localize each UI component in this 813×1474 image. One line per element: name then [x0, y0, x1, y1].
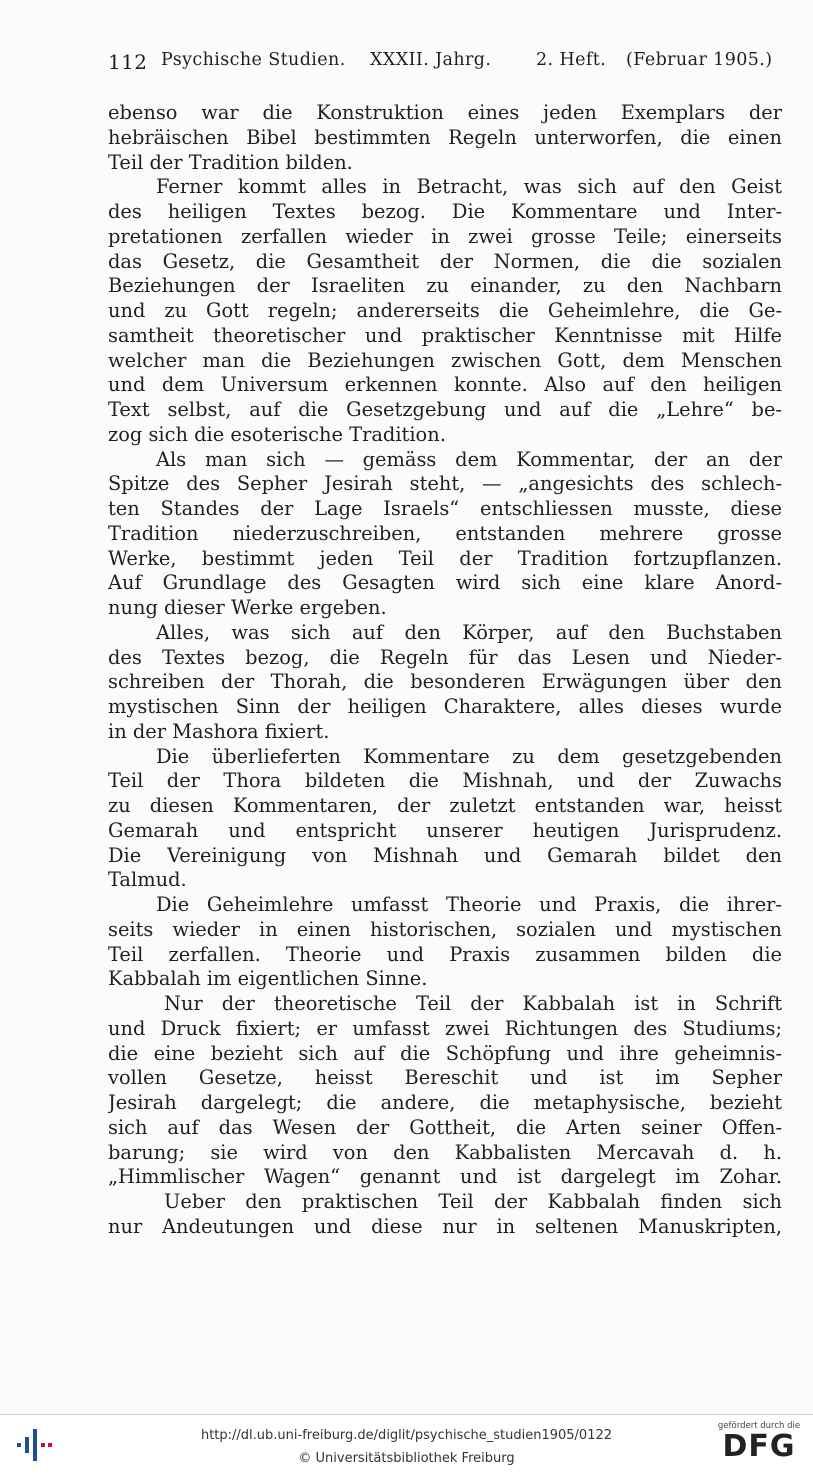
text-line: nung dieser Werke ergeben.	[108, 596, 387, 619]
text-line: barung; sie wird von den Kabbalisten Mercavah d. h.	[108, 1140, 782, 1164]
text-line: Alles, was sich auf den Körper, auf den Buchstaben	[156, 620, 782, 644]
text-line: Als man sich — gemäss dem Kommentar, der an der	[156, 447, 782, 471]
text-line: seits wieder in einen historischen, sozialen und mystischen	[108, 917, 782, 941]
text-line: Teil der Tradition bilden.	[108, 150, 353, 174]
page-number: 112	[108, 50, 148, 74]
text-line: ten Standes der Lage Israels“ entschliessen musste, diese	[108, 497, 782, 520]
text-line: zog sich die esoterische Tradition.	[108, 422, 446, 446]
text-line: welcher man die Beziehungen zwischen Gott, dem Menschen	[108, 348, 782, 372]
text-line: mystischen Sinn der heiligen Charaktere, alles dieses wurde	[108, 695, 782, 718]
text-line: sich auf das Wesen der Gottheit, die Arten seiner Offen-	[108, 1115, 782, 1139]
viewer-footer	[0, 1414, 813, 1474]
text-line: nur Andeutungen und diese nur in seltenen Manuskripten,	[108, 1214, 782, 1238]
text-line: ebenso war die Konstruktion eines jeden Exemplars der	[108, 101, 782, 124]
text-line: Die überlieferten Kommentare zu dem gesetzgebenden	[156, 744, 782, 768]
text-line: Die Geheimlehre umfasst Theorie und Praxis, die ihrer-	[156, 893, 782, 916]
text-line: „Himmlischer Wagen“ genannt und ist dargelegt im Zohar.	[108, 1165, 782, 1189]
text-line: Spitze des Sepher Jesirah steht, — „angesichts des schlech-	[108, 472, 782, 496]
text-line: Beziehungen der Israeliten zu einander, zu den Nachbarn	[108, 274, 782, 298]
text-line: Kabbalah im eigentlichen Sinne.	[108, 967, 428, 991]
text-line: vollen Gesetze, heisst Bereschit und ist im Sepher	[108, 1066, 782, 1090]
text-line: und dem Universum erkennen konnte. Also auf den heiligen	[108, 373, 782, 397]
text-line: hebräischen Bibel bestimmten Regeln unterworfen, die einen	[108, 125, 782, 149]
text-line: samtheit theoretischer und praktischer Kenntnisse mit Hilfe	[108, 323, 782, 347]
text-line: Gemarah und entspricht unserer heutigen Jurisprudenz.	[108, 818, 782, 842]
text-line: das Gesetz, die Gesamtheit der Normen, die die sozialen	[108, 249, 782, 273]
text-line: Ueber den praktischen Teil der Kabbalah finden sich	[164, 1190, 782, 1213]
text-line: des Textes bezog, die Regeln für das Lesen und Nieder-	[108, 645, 782, 669]
copyright-notice: © Universitätsbibliothek Freiburg	[298, 1451, 515, 1466]
text-line: Werke, bestimmt jeden Teil der Tradition fortzupflanzen.	[108, 546, 782, 570]
text-line: und zu Gott regeln; andererseits die Geheimlehre, die Ge-	[108, 299, 782, 322]
text-line: die eine bezieht sich auf die Schöpfung und ihre geheimnis-	[108, 1041, 782, 1065]
text-line: Jesirah dargelegt; die andere, die metaphysische, bezieht	[108, 1091, 782, 1114]
text-line: Ferner kommt alles in Betracht, was sich auf den Geist	[156, 175, 782, 199]
text-line: Teil der Thora bildeten die Mishnah, und der Zuwachs	[108, 769, 782, 793]
text-line: Die Vereinigung von Mishnah und Gemarah bildet den	[108, 843, 782, 867]
permalink-url[interactable]: http://dl.ub.uni-freiburg.de/diglit/psychische_studien1905/0122	[200, 1428, 613, 1443]
text-line: Teil zerfallen. Theorie und Praxis zusammen bilden die	[108, 942, 782, 966]
journal-title: Psychische Studien.	[161, 50, 346, 70]
running-head	[108, 50, 780, 80]
text-line: und Druck fixiert; er umfasst zwei Richtungen des Studiums;	[108, 1016, 782, 1040]
text-line: Auf Grundlage des Gesagten wird sich eine klare Anord-	[108, 571, 782, 595]
text-line: Tradition niederzuschreiben, entstanden mehrere grosse	[108, 521, 782, 545]
text-line: Nur der theoretische Teil der Kabbalah ist in Schrift	[164, 992, 782, 1015]
dfg-caption: gefördert durch die	[717, 1421, 801, 1431]
issue-label: 2. Heft.	[536, 50, 607, 70]
text-line: schreiben der Thorah, die besonderen Erwägungen über den	[108, 670, 782, 694]
body-text	[108, 101, 782, 1240]
dfg-logo-text: DFG	[722, 1429, 796, 1464]
text-line: Talmud.	[108, 868, 187, 892]
volume-label: XXXII. Jahrg.	[370, 50, 492, 70]
issue-date: (Februar 1905.)	[626, 50, 773, 70]
text-line: zu diesen Kommentaren, der zuletzt entstanden war, heisst	[108, 794, 782, 817]
text-line: pretationen zerfallen wieder in zwei grosse Teile; einerseits	[108, 224, 782, 248]
text-line: des heiligen Textes bezog. Die Kommentare und Inter-	[108, 200, 782, 223]
text-line: in der Mashora fixiert.	[108, 719, 330, 743]
dfg-logo	[715, 1421, 803, 1463]
text-line: Text selbst, auf die Gesetzgebung und auf die „Lehre“ be-	[108, 398, 782, 421]
